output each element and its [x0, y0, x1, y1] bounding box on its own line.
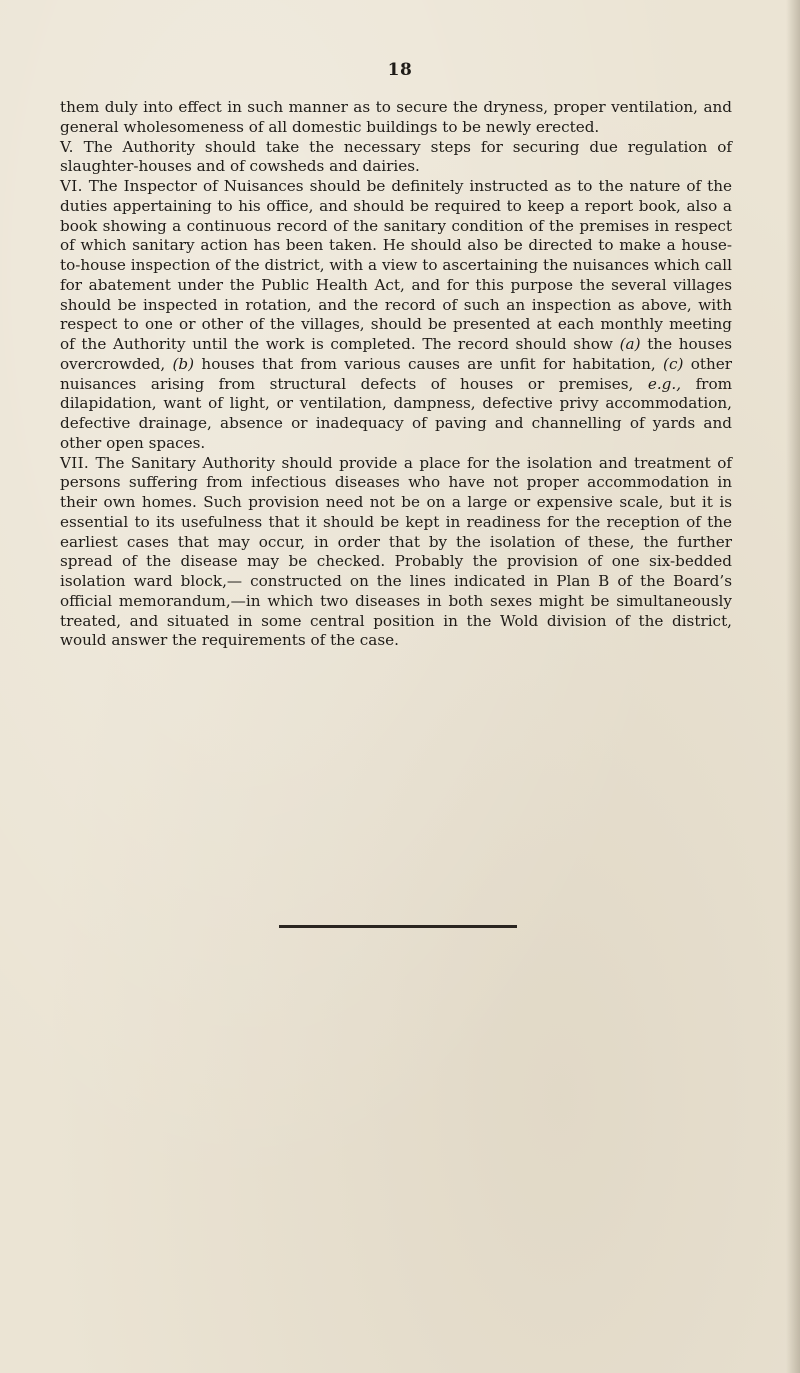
- paragraph-vii-text: The Sanitary Authority should provide a place for the isolation and treatment of persons suffering from infectious diseases who have not proper accommodation in their own homes. Such provision need not be on a large or expensive scale, but it is essential to its usefulness that it should be kept in readiness for the reception of the earliest cases that may occur, in order that by the isolation of these, the further spread of the disease may be checked. Probably the provision of one six-bedded isolation ward block,— constructed on the lines indicated in Plan B of the Board’s official memorandum,—in which two diseases in both sexes might be simultaneously treated, and situated in some central position in the Wold division of the district, would answer the requirements of the case.: [60, 453, 732, 650]
- paragraph-v-text: The Authority should take the necessary steps for securing due regulation of slaughter-houses and of cowsheds and dairies.: [60, 137, 732, 176]
- paragraph-vi: [60, 177, 732, 454]
- paragraph-continuation: them duly into effect in such manner as to secure the dryness, proper ventilation, and general wholesomeness of all domestic buildings to be newly erected.: [60, 98, 732, 136]
- section-numeral-vii: VII.: [60, 453, 89, 472]
- paragraph-v: [60, 138, 732, 178]
- page-number: 18: [387, 60, 413, 80]
- section-numeral-v: V.: [60, 137, 74, 156]
- eg-abbreviation: e.g.,: [647, 374, 682, 393]
- body-text: [60, 98, 732, 651]
- paragraph-vi-text-c: houses that from various causes are unfit for habitation,: [201, 354, 656, 373]
- list-label-c: (c): [663, 354, 684, 373]
- paragraph-vi-text-d: other nuisances arising from structural defects of houses or premises,: [60, 354, 733, 393]
- list-label-a: (a): [619, 335, 641, 353]
- list-label-b: (b): [172, 354, 195, 373]
- section-numeral-vi: VI.: [60, 177, 83, 195]
- section-divider-rule: [279, 925, 517, 928]
- paragraph-vi-text-a: The Inspector of Nuisances should be definitely instructed as to the nature of the duties appertaining to his office, and should be required to keep a report book, also a book showing a continuous record of the sanitary condition of the premises in respect of which sanitary action has been taken. He should also be directed to make a house-to-house inspection of the district, with a view to ascertaining the nuisances which call for abatement under the Public Health Act, and for this purpose the several villages should be inspected in rotation, and the record of such an inspection as above, with respect to one or other of the villages, should be presented at each monthly meeting of the Authority until the work is completed. The record should show: [60, 177, 732, 353]
- paragraph-vi-text-e: from dilapidation, want of light, or ventilation, dampness, defective privy accommodation, defective drainage, absence or inadequacy of paving and channelling of yards and other open spaces.: [60, 374, 732, 452]
- page-edge-shadow: [786, 0, 800, 1373]
- paragraph-vi-text-b: the houses overcrowded,: [60, 335, 733, 373]
- paragraph-vii: [60, 454, 732, 652]
